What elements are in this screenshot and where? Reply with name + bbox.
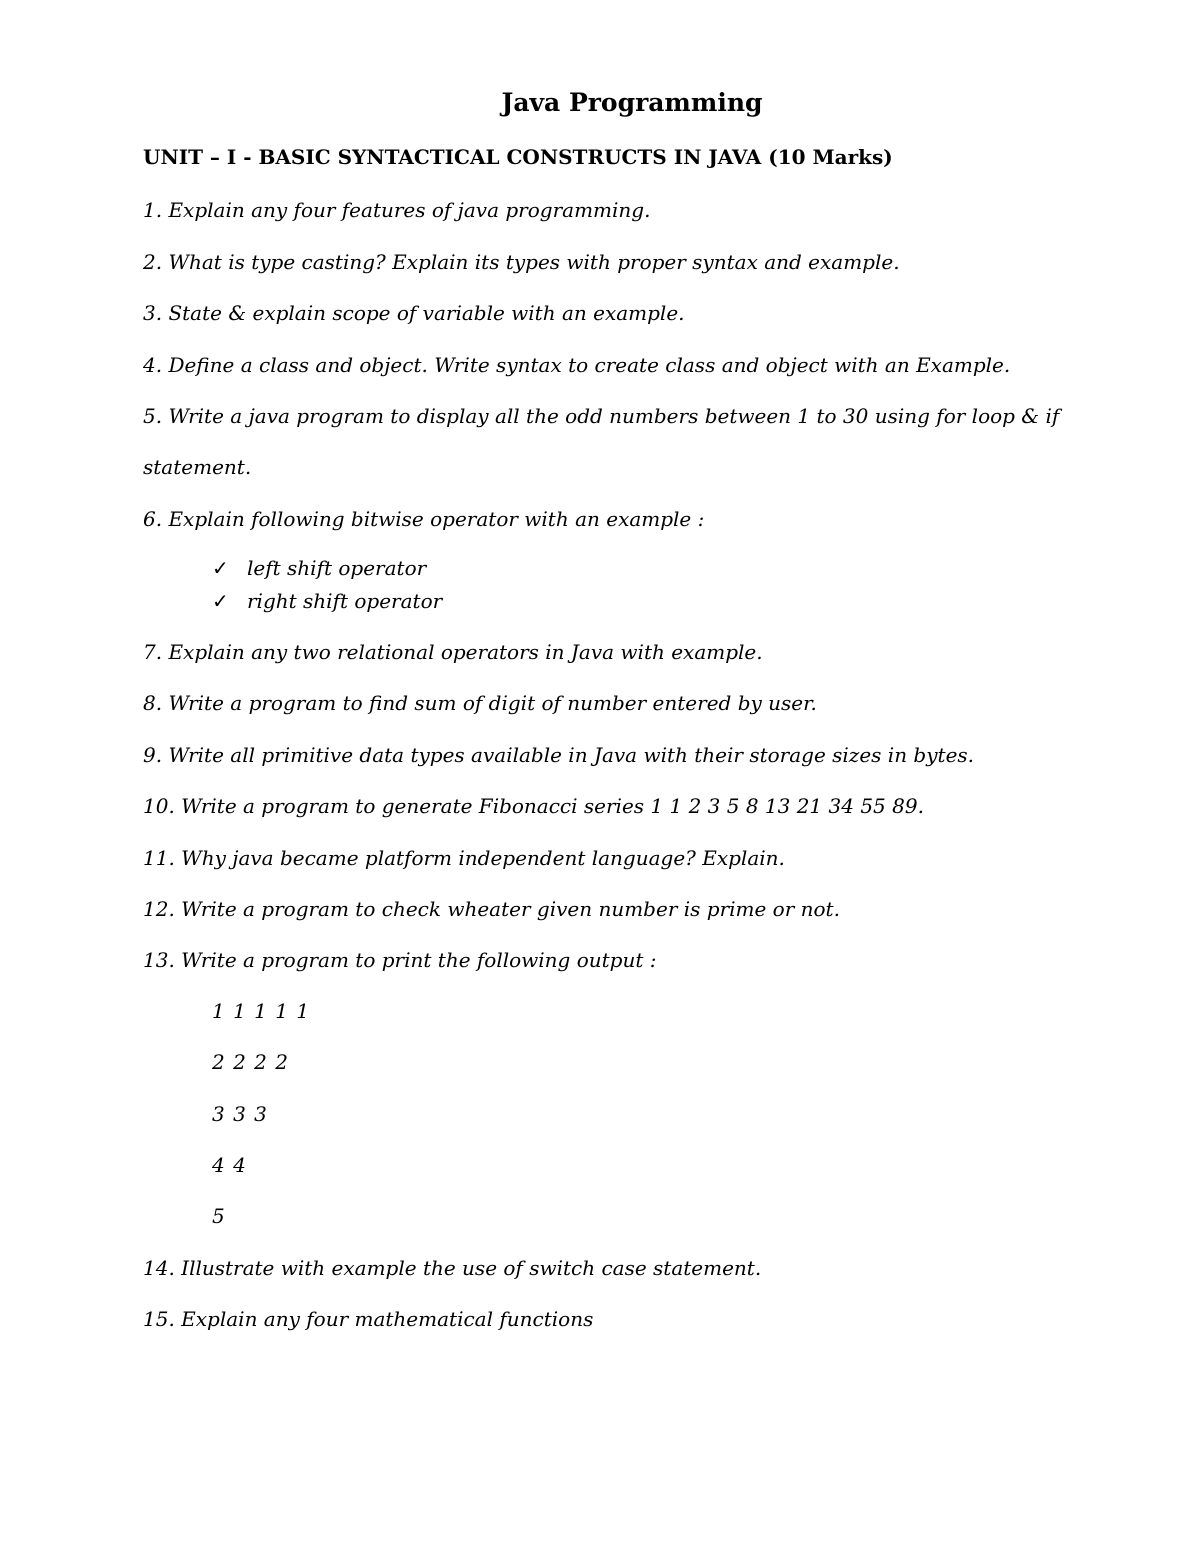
question-4: 4. Define a class and object. Write syntax to create class and object with an Example.	[143, 353, 1011, 377]
check-icon: ✓	[212, 589, 229, 613]
question-3: 3. State & explain scope of variable with an example.	[143, 301, 685, 325]
question-2: 2. What is type casting? Explain its types with proper syntax and example.	[143, 250, 900, 274]
question-8: 8. Write a program to find sum of digit of number entered by user.	[143, 691, 817, 715]
question-6: 6. Explain following bitwise operator with an example :	[143, 507, 705, 531]
question-9: 9. Write all primitive data types available in Java with their storage sizes in bytes.	[143, 743, 975, 767]
pattern-row: 3 3 3	[212, 1102, 268, 1126]
question-5-continued: statement.	[143, 455, 252, 479]
pattern-row: 1 1 1 1 1	[212, 999, 311, 1023]
pattern-row: 2 2 2 2	[212, 1050, 289, 1074]
check-icon: ✓	[212, 556, 229, 580]
unit-heading: UNIT – I - BASIC SYNTACTICAL CONSTRUCTS IN JAVA (10 Marks)	[143, 145, 893, 169]
bullet-item	[212, 589, 442, 613]
question-14: 14. Illustrate with example the use of switch case statement.	[143, 1256, 762, 1280]
bullet-text: right shift operator	[247, 589, 443, 613]
question-15: 15. Explain any four mathematical functions	[143, 1307, 594, 1331]
question-13: 13. Write a program to print the following output :	[143, 948, 657, 972]
pattern-row: 5	[212, 1204, 226, 1228]
question-7: 7. Explain any two relational operators in Java with example.	[143, 640, 763, 664]
document-title: Java Programming	[501, 88, 763, 117]
question-1: 1. Explain any four features of java programming.	[143, 198, 651, 222]
question-10: 10. Write a program to generate Fibonacci series 1 1 2 3 5 8 13 21 34 55 89.	[143, 794, 924, 818]
question-12: 12. Write a program to check wheater given number is prime or not.	[143, 897, 840, 921]
question-11: 11. Why java became platform independent language? Explain.	[143, 846, 785, 870]
bullet-text: left shift operator	[247, 556, 427, 580]
pattern-row: 4 4	[212, 1153, 247, 1177]
bullet-item	[212, 556, 426, 580]
question-5: 5. Write a java program to display all the odd numbers between 1 to 30 using for loop & if	[143, 404, 1060, 428]
